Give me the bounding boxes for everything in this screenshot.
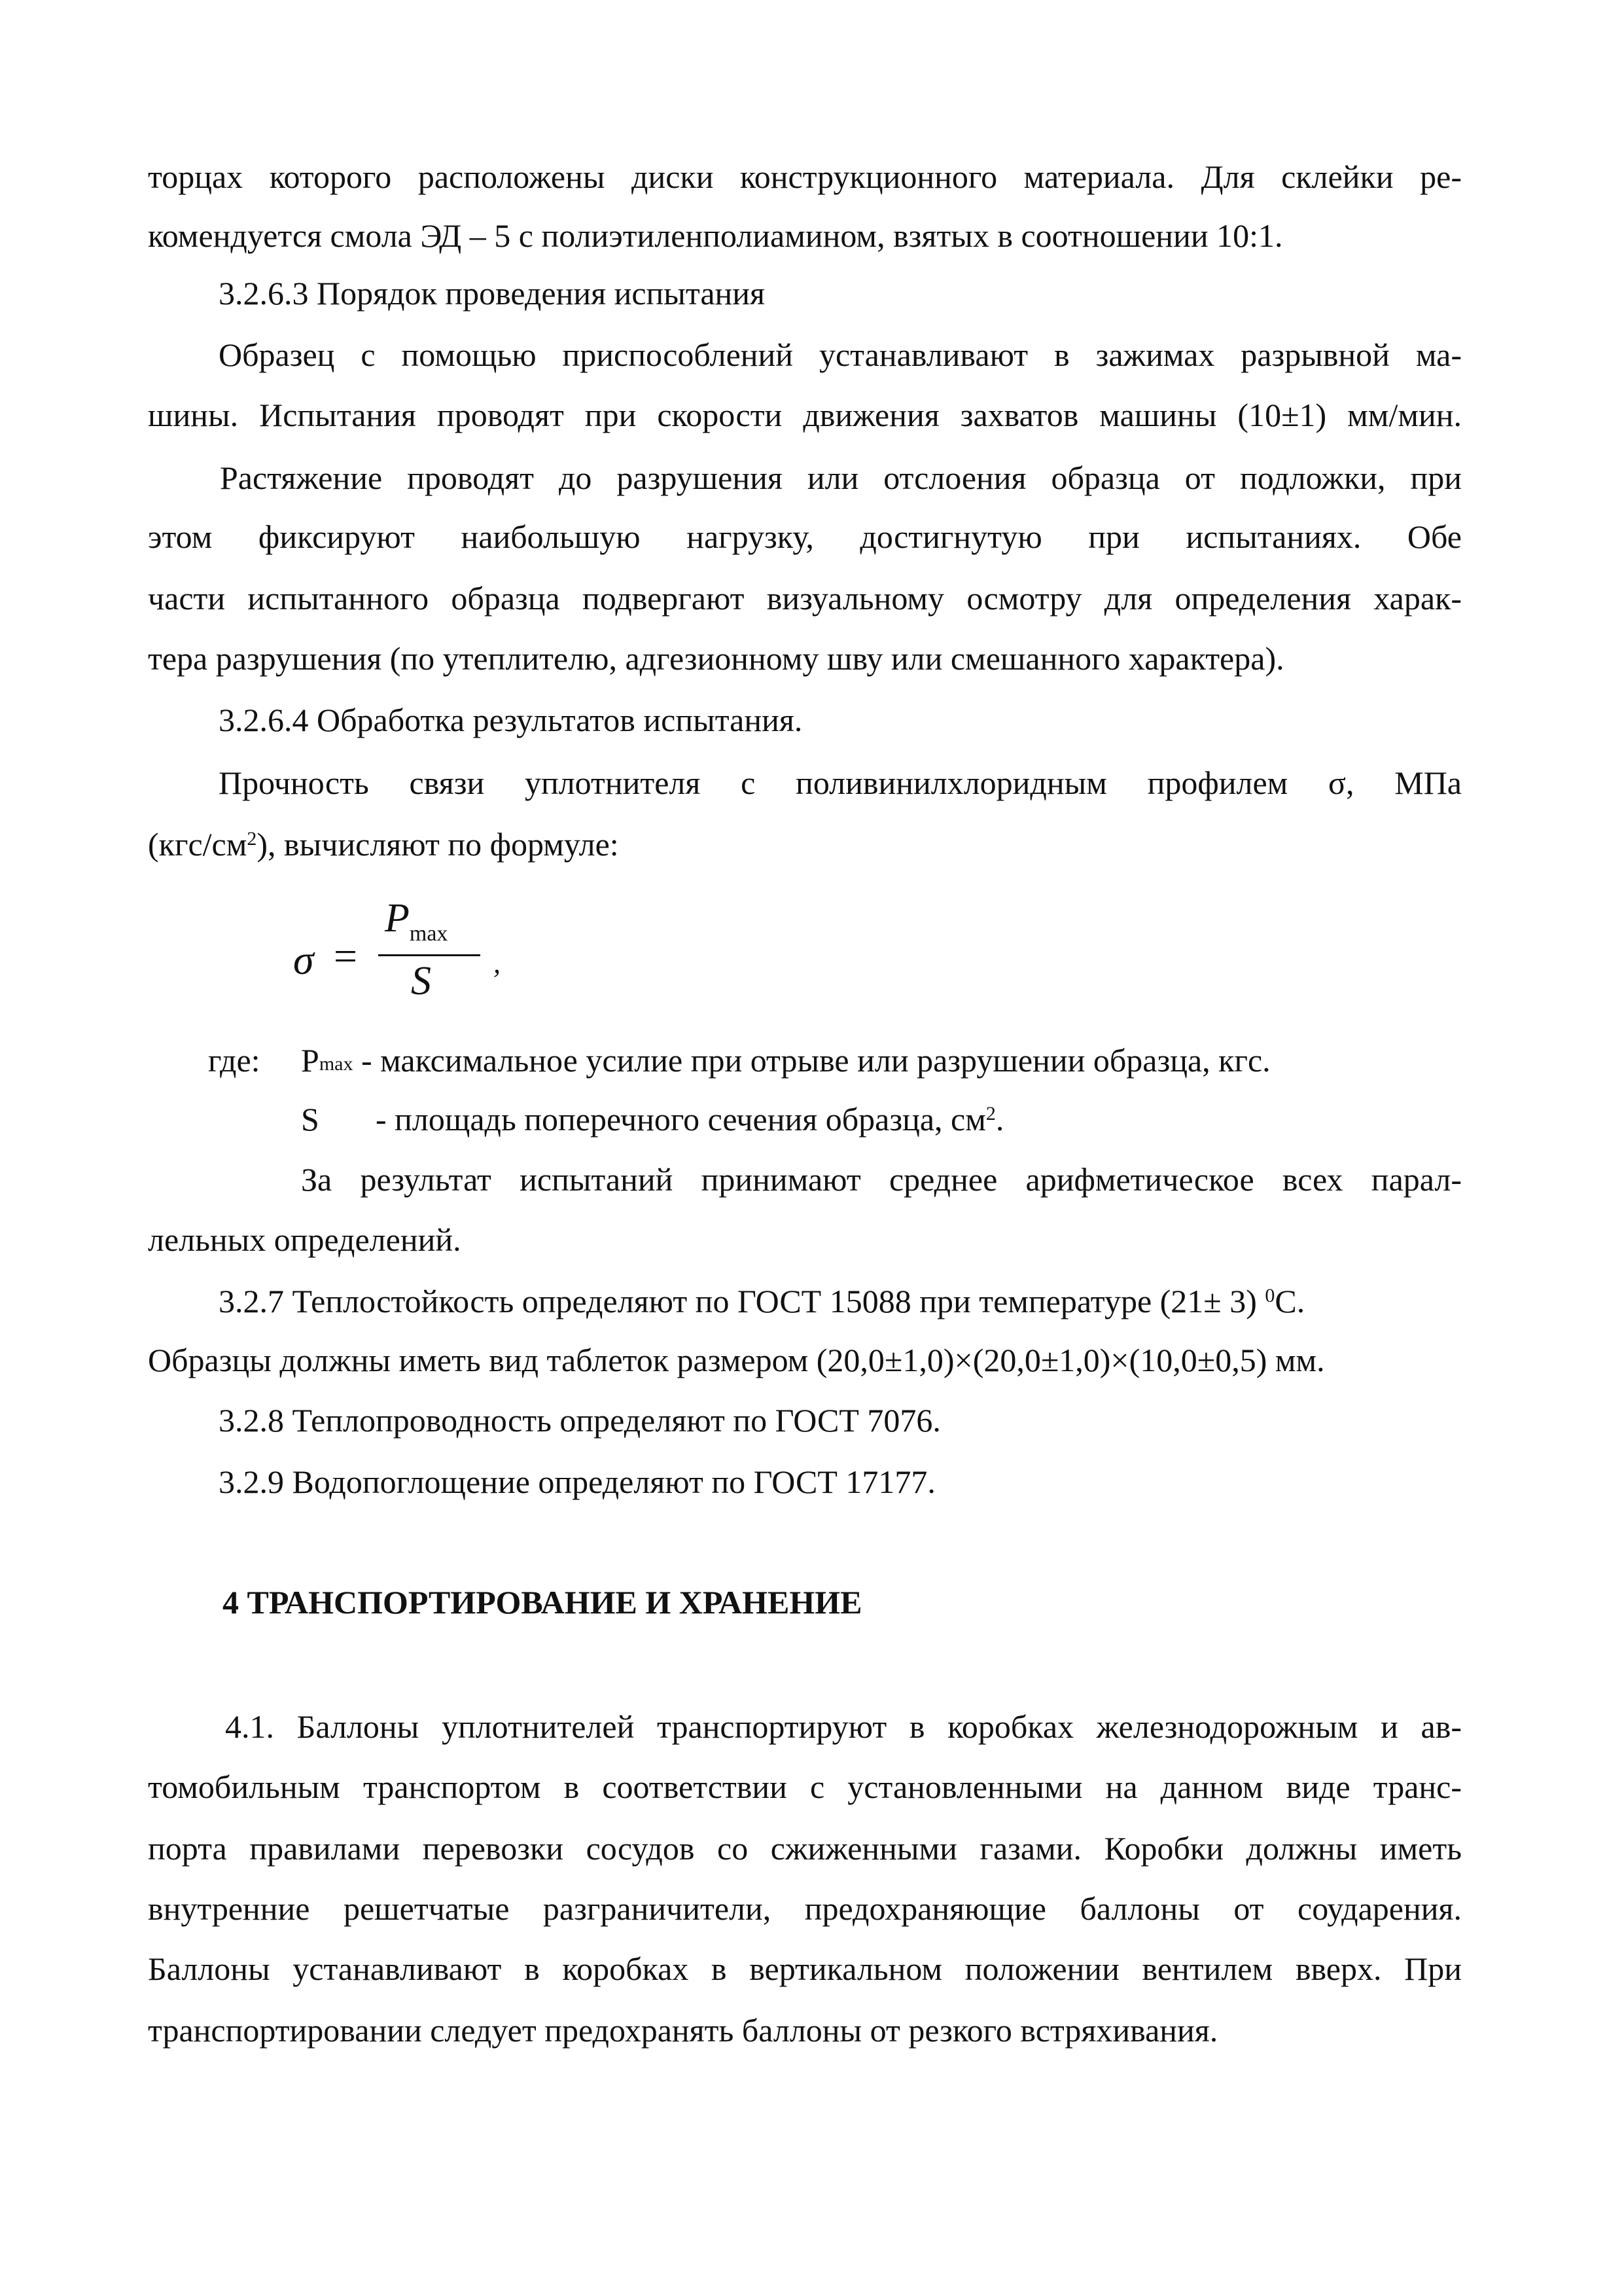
chapter-4-line-2: томобильным транспортом в соответствии с установленными на данном виде транс-: [148, 1768, 1462, 1805]
section-3-2-7-line-2: Образцы должны иметь вид таблеток размером (20,0±1,0)×(20,0±1,0)×(10,0±0,5) мм.: [148, 1342, 1325, 1378]
result-line-1: За результат испытаний принимают среднее арифметическое всех парал-: [301, 1161, 1462, 1198]
section-3-2-7-text: 3.2.7 Теплостойкость определяют по ГОСТ 15088 при температуре (21± 3): [219, 1283, 1257, 1319]
section-3-2-9: 3.2.9 Водопоглощение определяют по ГОСТ 17177.: [219, 1463, 936, 1500]
section-3-2-6-4-intro-line-1: Прочность связи уплотнителя с поливинилхлоридным профилем σ, МПа: [219, 764, 1462, 801]
intro-unit-text: (кгс/см: [148, 826, 247, 863]
paragraph-1-line-2: комендуется смола ЭД – 5 с полиэтиленполиамином, взятых в соотношении 10:1.: [148, 217, 1283, 254]
section-3-2-7-line-1: [219, 1282, 1462, 1321]
celsius-text: С.: [1275, 1283, 1305, 1319]
section-3-2-8: 3.2.8 Теплопроводность определяют по ГОСТ 7076.: [219, 1402, 941, 1439]
degree-superscript: 0: [1265, 1285, 1275, 1306]
section-3-2-6-3-p2-line-4: тера разрушения (по утеплителю, адгезионному шву или смешанного характера).: [148, 640, 1284, 677]
formula-numerator: [385, 895, 448, 946]
formula-numerator-symbol: P: [385, 896, 410, 941]
formula-comma: ,: [493, 947, 501, 979]
formula-sigma: σ: [293, 937, 314, 983]
definition-pmax: [301, 1041, 1271, 1080]
definition-s: [376, 1100, 1004, 1139]
where-label: где:: [208, 1042, 260, 1079]
section-3-2-6-4-title: 3.2.6.4 Обработка результатов испытания.: [219, 702, 803, 738]
definition-s-symbol: S: [301, 1101, 319, 1138]
chapter-4-line-1: 4.1. Баллоны уплотнителей транспортируют в коробках железнодорожным и ав-: [225, 1708, 1462, 1745]
definition-s-period: .: [995, 1101, 1004, 1138]
section-3-2-6-4-intro-line-2: [148, 825, 619, 864]
section-3-2-6-3-p2-line-1: Растяжение проводят до разрушения или отслоения образца от подложки, при: [220, 459, 1462, 496]
formula-numerator-subscript: max: [409, 922, 448, 946]
section-3-2-6-3-p2-line-3: части испытанного образца подвергают визуальному осмотру для определения харак-: [148, 580, 1462, 617]
definition-pmax-text: - максимальное усилие при отрыве или разрушении образца, кгс.: [361, 1042, 1271, 1079]
chapter-4-line-6: транспортировании следует предохранять баллоны от резкого встряхивания.: [148, 2012, 1218, 2049]
chapter-4-line-3: порта правилами перевозки сосудов со сжиженными газами. Коробки должны иметь: [148, 1830, 1462, 1867]
intro-rest-text: ), вычисляют по формуле:: [256, 826, 619, 863]
strength-formula: [293, 895, 509, 1013]
formula-equals: =: [334, 933, 358, 979]
section-3-2-6-3-p1-line-2: шины. Испытания проводят при скорости движения захватов машины (10±1) мм/мин.: [148, 397, 1462, 433]
formula-denominator: S: [411, 959, 431, 1003]
formula-fraction-bar: [378, 954, 480, 956]
definition-pmax-symbol: P: [301, 1042, 319, 1079]
definition-pmax-subscript: max: [319, 1053, 353, 1075]
definition-s-superscript: 2: [985, 1103, 996, 1124]
result-line-2: лельных определений.: [148, 1221, 461, 1258]
definition-s-text: - площадь поперечного сечения образца, см: [376, 1101, 986, 1138]
chapter-4-line-4: внутренние решетчатые разграничители, предохраняющие баллоны от соударения.: [148, 1890, 1462, 1927]
section-3-2-6-3-p2-line-2: этом фиксируют наибольшую нагрузку, достигнутую при испытаниях. Обе: [148, 518, 1462, 555]
chapter-4-heading: 4 ТРАНСПОРТИРОВАНИЕ И ХРАНЕНИЕ: [222, 1584, 862, 1621]
intro-unit-superscript: 2: [247, 828, 257, 850]
section-3-2-6-3-title: 3.2.6.3 Порядок проведения испытания: [219, 275, 766, 312]
section-3-2-6-3-p1-line-1: Образец с помощью приспособлений устанавливают в зажимах разрывной ма-: [219, 336, 1462, 373]
paragraph-1-line-1: торцах которого расположены диски конструкционного материала. Для склейки ре-: [148, 158, 1462, 195]
chapter-4-line-5: Баллоны устанавливают в коробках в вертикальном положении вентилем вверх. При: [148, 1950, 1462, 1987]
